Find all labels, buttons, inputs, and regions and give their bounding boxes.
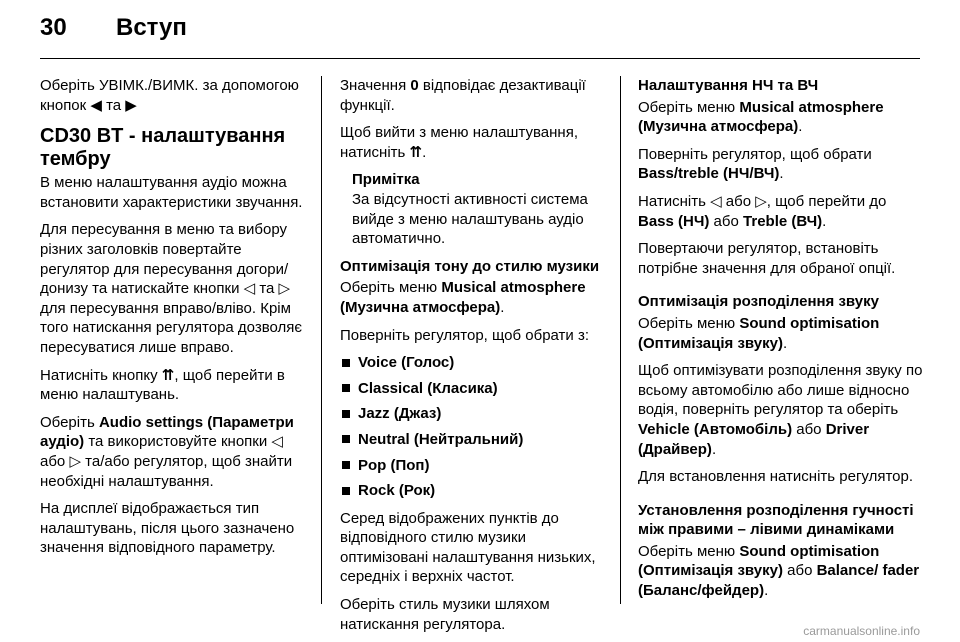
paragraph <box>638 145 923 184</box>
bullet-icon <box>342 410 350 418</box>
menu-term: Vehicle (Автомобіль) <box>638 420 793 438</box>
column-divider-1 <box>321 76 322 604</box>
paragraph: Оберіть стиль музики шляхом натискання регулятора. <box>340 596 550 633</box>
paragraph <box>638 542 923 601</box>
text-run: Оберіть меню <box>340 279 442 297</box>
bullet-icon <box>342 487 350 495</box>
paragraph: Оберіть УВІМК./ВИМК. за допомогою кнопок ◀ та ▶ <box>40 77 299 114</box>
text-run: . <box>422 143 427 161</box>
note-text: За відсутності активності система вийде з меню налаштувань аудіо автоматично. <box>352 190 588 248</box>
text-run: Оберіть <box>40 413 99 431</box>
paragraph: Серед відображених пунктів до відповідного стилю музики оптимізовані налаштування низьких, середніх і верхніх частот. <box>340 509 596 586</box>
column-divider-2 <box>620 76 621 604</box>
column-3 <box>638 76 923 609</box>
menu-term: Bass/treble (НЧ/ВЧ) <box>638 165 780 183</box>
text-run: Натисніть кнопку <box>40 366 162 384</box>
paragraph <box>638 98 923 137</box>
list-item <box>340 353 610 373</box>
menu-term: Audio settings (Параметри аудіо) <box>40 413 294 451</box>
header-divider <box>40 58 920 59</box>
paragraph <box>340 123 610 162</box>
text-run: Натисніть ◁ або ▷, щоб перейти до <box>638 192 887 210</box>
style-list <box>340 353 610 501</box>
paragraph: Поверніть регулятор, щоб обрати з: <box>340 326 590 344</box>
column-2 <box>340 76 610 642</box>
list-item <box>340 456 610 476</box>
text-run: Оберіть меню <box>638 542 740 560</box>
section-title: CD30 BT - налаштування тембру <box>40 125 286 171</box>
text-run: . <box>782 334 788 352</box>
subheading: Оптимізація розподілення звуку <box>638 293 879 311</box>
list-item-label: Neutral (Нейтральний) <box>358 430 524 448</box>
bullet-icon <box>342 461 350 469</box>
list-item <box>340 379 610 399</box>
paragraph <box>638 361 923 459</box>
text-run: Поверніть регулятор, щоб обрати <box>638 145 872 163</box>
text-run: та використовуйте кнопки ◁ або ▷ та/або регулятор, щоб знайти необхідні налаштування. <box>40 433 293 490</box>
note-box <box>352 170 610 248</box>
bullet-icon <box>342 359 350 367</box>
menu-term: Sound optimisation (Оптимізація звуку) <box>638 314 880 352</box>
list-item-label: Pop (Поп) <box>358 456 430 474</box>
text-run: Щоб оптимізувати розподілення звуку по всьому автомобілю або лише відносно водія, поверніть регулятор та оберіть <box>638 362 923 419</box>
text-run: . <box>711 440 717 458</box>
text-run: Оберіть меню <box>638 314 740 332</box>
settings-key-icon: ⇈ <box>161 366 175 384</box>
text-run: або <box>782 562 817 580</box>
bullet-icon <box>342 435 350 443</box>
subheading: Установлення розподілення гучності між правими – лівими динаміками <box>638 501 914 539</box>
text-run: Щоб вийти з меню налаштування, натисніть <box>340 124 579 161</box>
paragraph <box>40 413 310 491</box>
paragraph <box>340 76 610 115</box>
page-number: 30 <box>40 14 67 41</box>
text-run: . <box>500 298 505 316</box>
page-header <box>40 10 920 50</box>
paragraph <box>638 192 923 231</box>
list-item <box>340 481 610 501</box>
paragraph <box>340 278 610 317</box>
column-1 <box>40 76 310 566</box>
menu-term: Bass (НЧ) <box>638 212 710 230</box>
text-run: . <box>798 118 803 136</box>
list-item <box>340 404 610 424</box>
paragraph <box>40 366 310 405</box>
note-title: Примітка <box>352 171 420 189</box>
list-item-label: Classical (Класика) <box>358 379 498 397</box>
menu-term: Sound optimisation (Оптимізація звуку) <box>638 542 880 580</box>
value-term: 0 <box>410 77 419 94</box>
bullet-icon <box>342 384 350 392</box>
list-item-label: Voice (Голос) <box>358 354 455 372</box>
text-run: . <box>779 165 784 183</box>
paragraph: На дисплеї відображається тип налаштувань, після цього зазначено значення відповідного параметру. <box>40 500 295 557</box>
text-run: Значення <box>340 77 411 94</box>
menu-term: Balance/ fader (Баланс/фейдер) <box>638 562 920 600</box>
watermark: carmanualsonline.info <box>803 624 920 638</box>
text-run: . <box>822 212 827 230</box>
paragraph: Повертаючи регулятор, встановіть потрібне значення для обраної опції. <box>638 240 896 277</box>
text-run: , щоб перейти в меню налаштувань. <box>40 366 285 404</box>
menu-term: Musical atmosphere (Музична атмосфера) <box>638 98 884 136</box>
list-item-label: Jazz (Джаз) <box>358 405 442 423</box>
menu-term: Driver (Драйвер) <box>638 420 870 458</box>
text-run: або <box>709 212 744 230</box>
settings-key-icon: ⇈ <box>409 143 423 161</box>
paragraph: В меню налаштування аудіо можна встановити характеристики звучання. <box>40 174 303 211</box>
text-run: відповідає дезактивації функції. <box>340 77 586 114</box>
menu-term: Musical atmosphere (Музична атмосфера) <box>340 279 586 316</box>
text-run: або <box>792 420 826 438</box>
paragraph: Для пересування в меню та вибору різних заголовків повертайте регулятор для пересування догори/донизу та натискайте кнопки ◁ та ▷ для пересування вправо/вліво. Крім того натискання регулятора дозволяє пересуватися лише вправо. <box>40 221 303 356</box>
text-run: . <box>764 582 769 600</box>
subheading: Оптимізація тону до стилю музики <box>340 257 600 275</box>
paragraph <box>638 314 923 353</box>
text-run: Оберіть меню <box>638 98 740 116</box>
page-title: Вступ <box>116 14 187 41</box>
list-item-label: Rock (Рок) <box>358 482 436 500</box>
subheading: Налаштування НЧ та ВЧ <box>638 77 819 94</box>
list-item <box>340 430 610 450</box>
menu-term: Treble (ВЧ) <box>743 212 823 230</box>
paragraph: Для встановлення натисніть регулятор. <box>638 468 914 486</box>
